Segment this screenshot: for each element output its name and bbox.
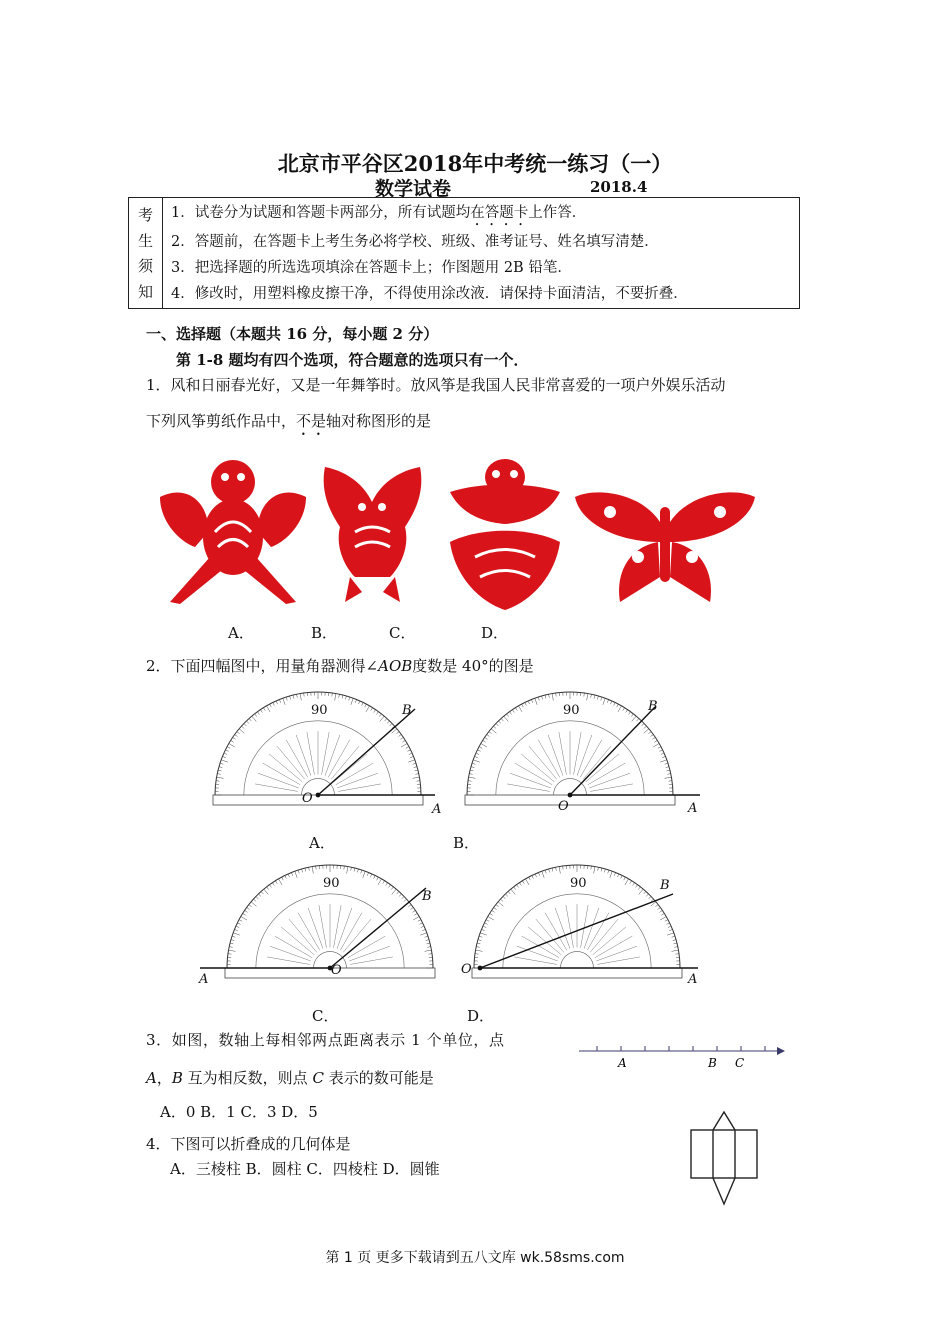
exam-subject: 数学试卷 <box>375 178 452 200</box>
q2-option-b: B． <box>453 834 480 852</box>
q2-stem <box>146 656 534 676</box>
q1-option-c: C． <box>389 624 416 642</box>
q4-options: A．三棱柱 B．圆柱 C．四棱柱 D．圆锥 <box>170 1160 440 1178</box>
q1-text: 下列风筝剪纸作品中， <box>146 412 297 430</box>
number-line <box>575 1040 790 1075</box>
section-heading: 一、选择题（本题共 16 分，每小题 2 分） <box>146 325 439 343</box>
notice-list <box>171 200 688 307</box>
kite-c-image <box>450 459 560 610</box>
protractor-90-label: 90 <box>323 876 340 891</box>
ray-label: O <box>558 799 569 814</box>
q2-option-c: C． <box>312 1007 339 1025</box>
ray-label: B <box>422 889 432 904</box>
ray-label: B <box>402 703 412 718</box>
q3-text: ， <box>156 1069 172 1087</box>
ray-label: A <box>199 972 209 987</box>
q1-option-d: D． <box>481 624 509 642</box>
notice-item: 4．修改时，用塑料橡皮擦干净，不得使用涂改液．请保持卡面清洁，不要折叠． <box>171 286 688 302</box>
number-line-label-a: A <box>618 1056 627 1070</box>
q3-line1: 3．如图，数轴上每相邻两点距离表示 1 个单位，点 <box>146 1031 505 1049</box>
kite-papercuts <box>150 452 760 617</box>
q3-options: A．0 B．1 C．3 D．5 <box>160 1103 318 1121</box>
ray-label: A <box>688 972 698 987</box>
q3-point-c: C <box>312 1069 324 1087</box>
q4-stem: 4．下图可以折叠成的几何体是 <box>146 1135 351 1153</box>
notice-label-char: 生 <box>137 231 153 250</box>
prism-net <box>688 1108 760 1210</box>
q3-point-b: B <box>171 1069 183 1087</box>
page-footer: 第 1 页 更多下载请到五八文库 wk.58sms.com <box>325 1250 625 1266</box>
q3-text: 互为相反数，则点 <box>182 1069 313 1087</box>
q2-angle-name: AOB <box>378 657 413 675</box>
number-line-label-c: C <box>735 1056 745 1070</box>
q1-text: 轴对称图形的是 <box>326 412 432 430</box>
ray-label: O <box>331 963 342 978</box>
kite-b-image <box>324 467 422 602</box>
notice-label-char: 须 <box>137 257 153 276</box>
q3-text: 表示的数可能是 <box>323 1069 434 1087</box>
ray-label: B <box>648 699 658 714</box>
q1-option-a: A． <box>228 624 254 642</box>
q1-line2 <box>146 411 431 439</box>
notice-label-char: 知 <box>137 282 153 301</box>
notice-item: 2．答题前，在答题卡上考生务必将学校、班级、准考证号、姓名填写清楚． <box>171 234 659 250</box>
protractor-b <box>465 692 700 805</box>
number-line-label-b: B <box>708 1056 717 1070</box>
exam-date: 2018.4 <box>590 178 648 196</box>
q1-emphasis: 不是 <box>296 412 327 430</box>
ray-label: O <box>461 962 472 977</box>
notice-emphasis: 在答题卡 <box>470 205 529 221</box>
q1-option-b: B． <box>311 624 338 642</box>
ray-label: O <box>302 791 313 806</box>
notice-text: 上作答． <box>528 205 587 221</box>
q2-text: 2．下面四幅图中，用量角器测得∠ <box>146 657 379 675</box>
exam-title: 北京市平谷区2018年中考统一练习（一） <box>277 151 673 176</box>
q2-option-d: D． <box>467 1007 495 1025</box>
notice-label-char: 考 <box>137 206 153 225</box>
q3-line2 <box>146 1068 434 1088</box>
protractor-figures <box>190 682 730 1042</box>
notice-item <box>171 200 688 229</box>
protractor-90-label: 90 <box>563 703 580 718</box>
ray-label: A <box>688 801 698 816</box>
notice-box <box>128 197 800 309</box>
notice-text: 1．试卷分为试题和答题卡两部分，所有试题均 <box>171 205 471 221</box>
notice-label <box>129 198 163 308</box>
ray-label: A <box>432 802 442 817</box>
q2-option-a: A． <box>309 834 335 852</box>
notice-item: 3．把选择题的所选选项填涂在答题卡上；作图题用 2B 铅笔． <box>171 260 572 276</box>
q1-line1: 1．风和日丽春光好，又是一年舞筝时。放风筝是我国人民非常喜爱的一项户外娱乐活动 <box>146 376 726 394</box>
q2-text: 度数是 40°的图是 <box>412 657 534 675</box>
number-line-ticks <box>597 1046 765 1051</box>
kite-d-image <box>575 492 755 602</box>
q3-point-a: A <box>146 1069 157 1087</box>
protractor-c <box>200 865 435 978</box>
ray-label: B <box>660 878 670 893</box>
protractor-90-label: 90 <box>311 703 328 718</box>
protractor-90-label: 90 <box>570 876 587 891</box>
section-instruction: 第 1-8 题均有四个选项，符合题意的选项只有一个． <box>176 351 529 369</box>
kite-a-image <box>160 460 306 604</box>
